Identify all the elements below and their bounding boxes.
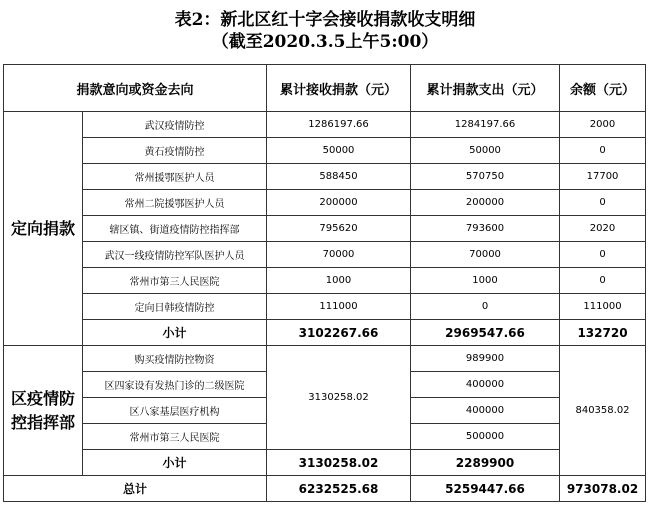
row-purpose: 常州二院援鄂医护人员 (83, 190, 267, 216)
row-spent: 1000 (411, 268, 560, 294)
row-spent: 989900 (411, 346, 560, 372)
subtotal-label: 小计 (83, 320, 267, 346)
row-spent: 0 (411, 294, 560, 320)
row-balance: 0 (560, 190, 646, 216)
header-category: 捐款意向或资金去向 (4, 65, 267, 112)
row-balance: 2000 (560, 112, 646, 138)
row-purpose: 武汉一线疫情防控军队医护人员 (83, 242, 267, 268)
row-received: 1286197.66 (267, 112, 411, 138)
table-title (0, 0, 650, 53)
table-row (4, 268, 646, 294)
row-purpose: 武汉疫情防控 (83, 112, 267, 138)
row-spent: 50000 (411, 138, 560, 164)
subtotal-received: 3130258.02 (267, 450, 411, 476)
total-label: 总计 (4, 476, 267, 502)
row-purpose: 常州援鄂医护人员 (83, 164, 267, 190)
row-balance: 0 (560, 242, 646, 268)
table-row (4, 346, 646, 372)
row-received: 70000 (267, 242, 411, 268)
row-balance: 111000 (560, 294, 646, 320)
total-spent: 5259447.66 (411, 476, 560, 502)
total-row (4, 476, 646, 502)
row-purpose: 辖区镇、街道疫情防控指挥部 (83, 216, 267, 242)
row-spent: 200000 (411, 190, 560, 216)
row-balance: 0 (560, 138, 646, 164)
subtotal-label: 小计 (83, 450, 267, 476)
section-label-directed: 定向捐款 (4, 112, 83, 346)
row-spent: 70000 (411, 242, 560, 268)
row-spent: 570750 (411, 164, 560, 190)
table-row (4, 294, 646, 320)
table-row (4, 164, 646, 190)
table-row (4, 242, 646, 268)
row-received: 588450 (267, 164, 411, 190)
header-spent: 累计捐款支出（元） (411, 65, 560, 112)
title-line-1: 表2：新北区红十字会接收捐款收支明细 (174, 10, 476, 30)
subtotal-balance: 132720 (560, 320, 646, 346)
header-row (4, 65, 646, 112)
donation-table (3, 64, 646, 502)
row-balance: 2020 (560, 216, 646, 242)
row-spent: 500000 (411, 424, 560, 450)
row-purpose: 区八家基层医疗机构 (83, 398, 267, 424)
table-row (4, 112, 646, 138)
row-purpose: 黄石疫情防控 (83, 138, 267, 164)
total-received: 6232525.68 (267, 476, 411, 502)
row-balance: 17700 (560, 164, 646, 190)
table-row (4, 138, 646, 164)
row-purpose: 购买疫情防控物资 (83, 346, 267, 372)
table-row (4, 190, 646, 216)
total-balance: 973078.02 (560, 476, 646, 502)
section2-balance: 840358.02 (560, 346, 646, 476)
row-received: 200000 (267, 190, 411, 216)
row-purpose: 定向日韩疫情防控 (83, 294, 267, 320)
row-spent: 793600 (411, 216, 560, 242)
section-label-command: 区疫情防控指挥部 (4, 346, 83, 476)
row-spent: 1284197.66 (411, 112, 560, 138)
header-received: 累计接收捐款（元） (267, 65, 411, 112)
subtotal-received: 3102267.66 (267, 320, 411, 346)
subtotal-spent: 2289900 (411, 450, 560, 476)
row-spent: 400000 (411, 372, 560, 398)
table-row (4, 216, 646, 242)
row-spent: 400000 (411, 398, 560, 424)
subtotal-spent: 2969547.66 (411, 320, 560, 346)
row-received: 50000 (267, 138, 411, 164)
row-purpose: 常州市第三人民医院 (83, 424, 267, 450)
subtotal-row (4, 320, 646, 346)
row-purpose: 区四家设有发热门诊的二级医院 (83, 372, 267, 398)
section2-received: 3130258.02 (267, 346, 411, 450)
subtotal-row (4, 450, 646, 476)
row-received: 1000 (267, 268, 411, 294)
header-balance: 余额（元） (560, 65, 646, 112)
row-received: 111000 (267, 294, 411, 320)
title-line-2: （截至2020.3.5上午5:00） (211, 32, 439, 52)
row-purpose: 常州市第三人民医院 (83, 268, 267, 294)
row-balance: 0 (560, 268, 646, 294)
row-received: 795620 (267, 216, 411, 242)
